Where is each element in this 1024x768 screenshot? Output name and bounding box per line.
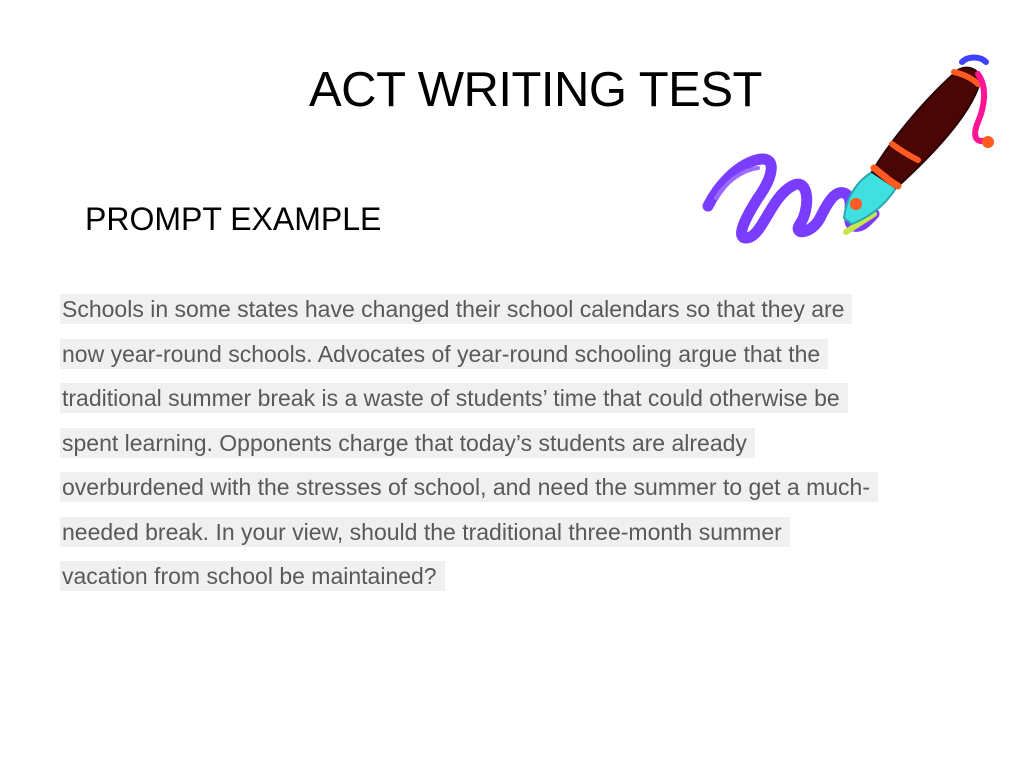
fountain-pen-writing-icon	[696, 48, 996, 248]
slide-title: ACT WRITING TEST	[309, 63, 762, 117]
prompt-line: traditional summer break is a waste of students’ time that could otherwise be	[60, 383, 1000, 428]
prompt-line: spent learning. Opponents charge that today’s students are already	[60, 428, 1000, 473]
prompt-line: vacation from school be maintained?	[60, 561, 1000, 606]
prompt-line: now year-round schools. Advocates of year-round schooling argue that the	[60, 339, 1000, 384]
prompt-text	[60, 294, 1000, 606]
pen-barrel	[872, 68, 980, 188]
slide-subtitle: PROMPT EXAMPLE	[85, 201, 382, 237]
prompt-line: Schools in some states have changed their school calendars so that they are	[60, 294, 1000, 339]
prompt-line: overburdened with the stresses of school, and need the summer to get a much-	[60, 472, 1000, 517]
prompt-line: needed break. In your view, should the traditional three-month summer	[60, 517, 1000, 562]
